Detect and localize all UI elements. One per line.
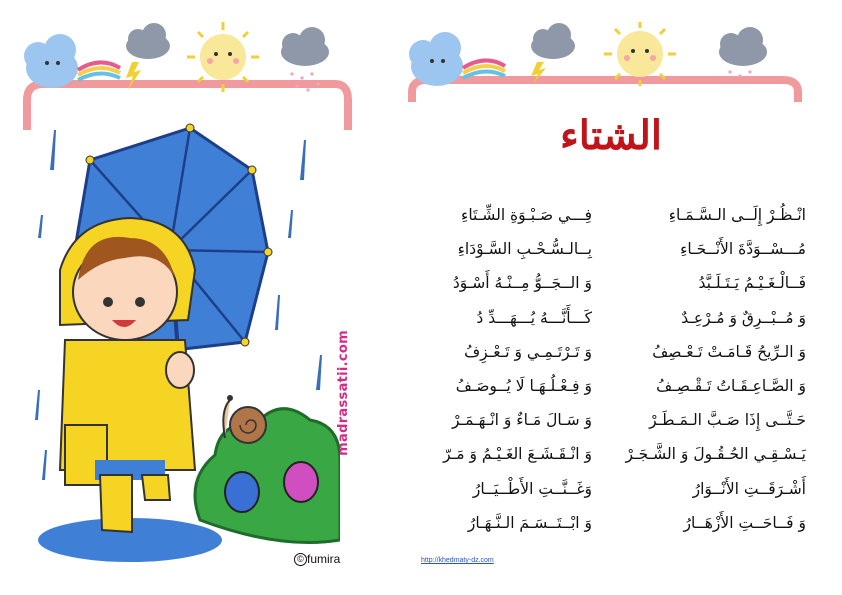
poem-column-left: [402, 198, 592, 540]
child-in-raincoat: [60, 218, 195, 532]
poem-line: وَغَــنَّــتِ الأَطْــيَــارُ: [472, 479, 592, 498]
poem-line: يَـسْـقِـي الحُـقُـولَ وَ الشَّـجَـرْ: [625, 445, 806, 464]
poem-line: وَ ابْــتَــسَـمَ الـنَّـهَـارُ: [467, 513, 592, 532]
cloud-icon: [409, 32, 463, 86]
rain-cloud-icon: [719, 27, 767, 78]
bush: [195, 409, 340, 543]
weather-banner-right: [405, 22, 805, 102]
poem-line: فَــالْـغَـيْـمُ يَـتَـلَـبَّدُ: [698, 274, 806, 293]
poem-line: فِـــي صَـبْـوَةِ الشِّـتَاءِ: [461, 206, 592, 224]
poem-line: انْـظُـرْ إِلَــى الـسَّـمَـاءِ: [668, 206, 806, 224]
poem-page: [380, 0, 842, 595]
poem-title: الشتاء: [559, 112, 663, 159]
poem-line: وَ مُــبْــرِقٌ وَ مُـرْعِـدٌ: [681, 308, 806, 327]
poem-line: وَ انْـقَـشَـعَ الغَـيْـمُ وَ مَـرّ: [443, 445, 592, 464]
illustration-page: [0, 0, 380, 595]
rainbow-icon: [78, 62, 120, 80]
poem-line: حَـتَّــى إِذَا صَـبَّ الـمَـطَـرْ: [649, 411, 806, 430]
poem-line: وَ تَـرْتَـمِـي وَ تَـعْـزِفُ: [464, 342, 592, 361]
poem-line: وَ الـرِّيحُ قَـامَـتْ تَـعْـصِفُ: [652, 342, 806, 361]
copyright-icon: ©: [294, 553, 307, 566]
poem-line: وَ سَـالَ مَـاءٌ وَ انْـهَـمَـرْ: [452, 411, 592, 430]
child-in-rain-illustration: [20, 120, 340, 575]
poem-line: بِــالـسُّـحْـبِ السَّـوْدَاءِ: [457, 240, 592, 259]
illustration-credit: © fumira: [294, 552, 340, 566]
poem-line: وَ فَــاحَــتِ الأَزْهَــارُ: [683, 513, 806, 532]
cloud-icon: [24, 34, 78, 88]
poem-line: وَ فِـعْـلُـهَـا لَا يُــوصَـفُ: [455, 376, 592, 395]
storm-cloud-icon: [531, 23, 575, 84]
site-watermark: madrassatii.com: [336, 330, 351, 456]
rainbow-icon: [463, 60, 505, 78]
poem-line: وَ الصَّـاعِـقَـاتُ تَـقْـصِـفُ: [656, 376, 806, 395]
poem-line: أَشْـرَقَــتِ الأَنْــوَارُ: [692, 479, 806, 498]
poem-line: وَ الــجَــوُّ مِــنْـهُ أَسْـوَدُ: [452, 274, 592, 293]
poem-line: كَـــأَنَّـــهُ يُـــهَـــدِّ دُ: [476, 308, 592, 327]
storm-cloud-icon: [126, 23, 170, 90]
weather-banner-left: [20, 22, 355, 130]
poem-line: مُـــسْــوَدَّةَ الأَنْــحَـاءِ: [680, 240, 806, 259]
poem-column-right: [606, 198, 806, 540]
source-link[interactable]: http://khedmaty-dz.com: [421, 557, 494, 564]
